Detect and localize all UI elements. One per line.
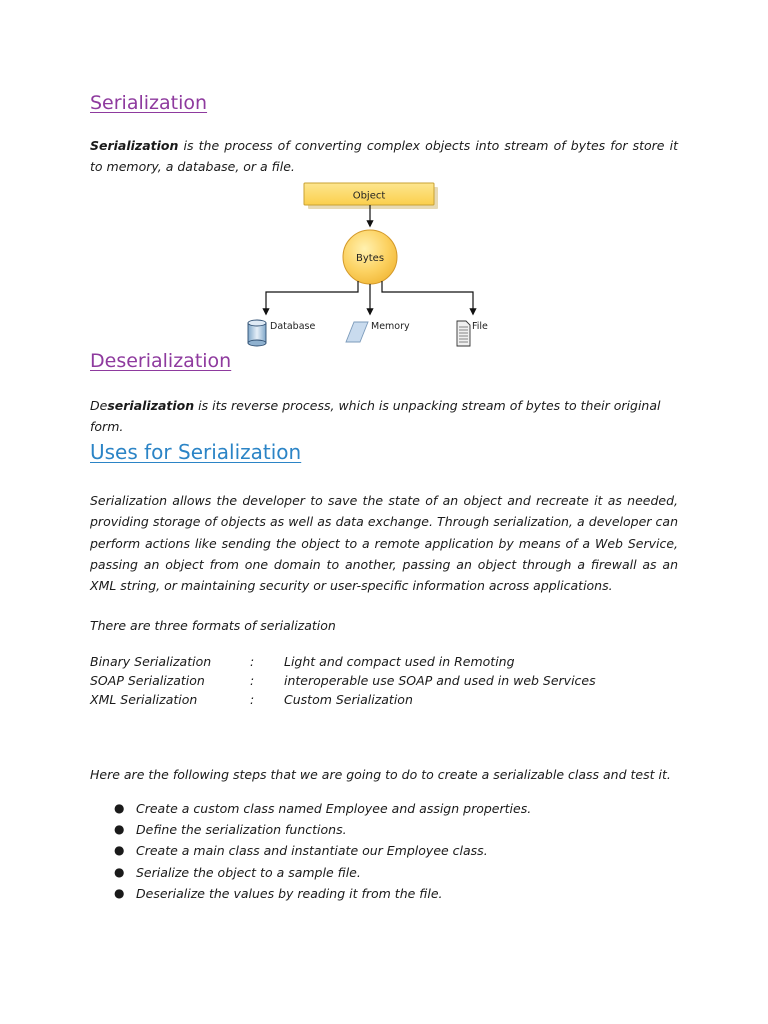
steps-intro: Here are the following steps that we are going to do to create a serializable class and test it. [90, 767, 671, 782]
format-separator: : [250, 692, 255, 707]
bullet-icon: ● [114, 843, 125, 858]
format-separator: : [250, 673, 255, 688]
list-item [90, 819, 678, 840]
list-item [90, 883, 678, 904]
database-icon [248, 320, 266, 346]
deserialization-definition-text: is its reverse process, which is unpacking stream of bytes to their original form. [90, 398, 661, 435]
format-row [90, 690, 678, 709]
serialization-definition-text: is the process of converting complex objects into stream of bytes for store it to memory, a database, or a file. [90, 138, 678, 175]
format-separator: : [250, 654, 255, 669]
format-row [90, 671, 678, 690]
database-label: Database [270, 321, 316, 332]
formats-list [90, 652, 678, 709]
formats-intro: There are three formats of serialization [90, 618, 336, 633]
format-description: Light and compact used in Remoting [284, 654, 515, 669]
file-label: File [472, 321, 488, 332]
bytes-circle [343, 230, 397, 284]
step-text: Define the serialization functions. [136, 822, 347, 838]
object-label: Object [352, 190, 386, 202]
serialization-term: Serialization [90, 138, 179, 153]
step-text: Create a main class and instantiate our Employee class. [136, 843, 488, 859]
deserialization-term-prefix: De [90, 398, 108, 413]
uses-paragraph: Serialization allows the developer to save the state of an object and recreate it as needed, providing storage of objects as well as data exchange. Through serialization, a developer can perform actions like sending the object to a remote application by means of a Web Service, passing an object from one domain to another, passing an object through a firewall as an XML string, or maintaining security or user-specific information across applications. [90, 493, 678, 594]
step-text: Serialize the object to a sample file. [136, 864, 361, 880]
deserialization-term-bold: serialization [107, 398, 195, 413]
format-name: Binary Serialization [90, 654, 212, 669]
deserialization-definition [90, 395, 678, 438]
format-row [90, 652, 678, 671]
object-box [304, 183, 438, 209]
deserialization-heading: Deserialization [90, 350, 232, 372]
memory-label: Memory [371, 321, 410, 332]
file-icon [457, 321, 470, 346]
branch-connectors [266, 281, 473, 314]
serialization-heading: Serialization [90, 92, 208, 114]
step-text: Deserialize the values by reading it from the file. [136, 885, 443, 901]
memory-icon [346, 322, 368, 342]
list-item [90, 862, 678, 883]
list-item [90, 840, 678, 861]
bullet-icon: ● [114, 885, 125, 900]
serialization-definition [90, 135, 678, 178]
uses-heading: Uses for Serialization [90, 440, 302, 464]
bullet-icon: ● [114, 822, 125, 837]
bullet-icon: ● [114, 864, 125, 879]
format-name: SOAP Serialization [90, 673, 205, 688]
steps-list [90, 798, 678, 904]
format-name: XML Serialization [90, 692, 198, 707]
bullet-icon: ● [114, 801, 125, 815]
serialization-diagram [240, 180, 500, 350]
format-description: Custom Serialization [284, 692, 413, 707]
bytes-label: Bytes [355, 253, 385, 264]
step-text: Create a custom class named Employee and assign properties. [136, 801, 532, 816]
format-description: interoperable use SOAP and used in web Services [284, 673, 596, 688]
list-item [90, 798, 678, 819]
